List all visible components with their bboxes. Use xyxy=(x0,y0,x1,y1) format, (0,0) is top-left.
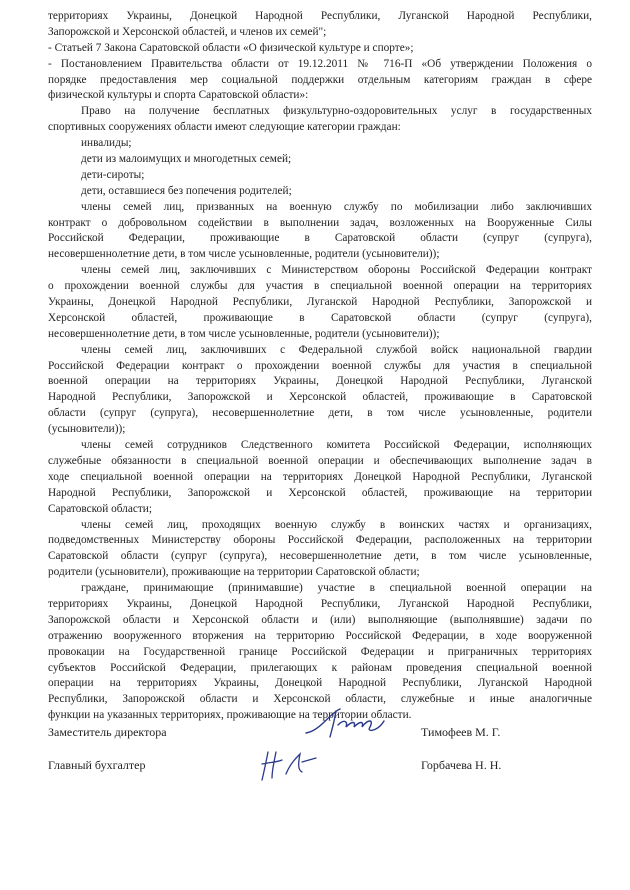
text-line: территориях Украины, Донецкой Народной Республики, Луганской Народной Республики, xyxy=(48,597,592,610)
chief-accountant-name: Горбачева Н. Н. xyxy=(421,758,502,772)
deputy-director-label: Заместитель директора xyxy=(48,725,167,739)
text-line: несовершеннолетние дети, в том числе усыновленные, родители (усыновители)); xyxy=(48,248,440,261)
text-line: Запорожской области и Херсонской области и (или) выполняющие (выполнявшие) задачи по xyxy=(48,613,592,626)
text-line: несовершеннолетние дети, в том числе усыновленные, родители (усыновители)); xyxy=(48,327,440,340)
document-body xyxy=(48,9,592,724)
text-line: провокации на Государственной границе Российской Федерации и приграничных территориях xyxy=(48,645,592,658)
text-line: инвалиды; xyxy=(81,137,132,150)
text-line: Народной Республики, Запорожской и Херсонской областей, проживающие в Саратовской xyxy=(48,391,592,404)
text-line: дети из малоимущих и многодетных семей; xyxy=(81,153,292,166)
text-line: субъектов Российской Федерации, прилегающих к районам проведения специальной военной xyxy=(48,661,592,674)
text-line: физической культуры и спорта Саратовской области»: xyxy=(48,89,309,102)
text-line: члены семей сотрудников Следственного комитета Российской Федерации, исполняющих xyxy=(81,439,592,452)
text-line: Украины, Донецкой Народной Республики, Луганской Народной Республики, Запорожской и xyxy=(48,296,592,309)
text-line: порядке предоставления мер социальной поддержки отдельным категориям граждан в сфере xyxy=(48,73,592,86)
text-line: члены семей лиц, заключивших с Федеральной службой войск национальной гвардии xyxy=(81,343,592,356)
text-line: родители (усыновители), проживающие на территории Саратовской области; xyxy=(48,566,420,579)
text-line: Российской Федерации, проживающие в Саратовской области (супруг (супруга), xyxy=(48,232,592,245)
text-line: функции на указанных территориях, проживающие на территории области. xyxy=(48,709,412,722)
deputy-director-name: Тимофеев М. Г. xyxy=(421,725,501,739)
text-line: дети-сироты; xyxy=(81,168,145,181)
text-line: Запорожской и Херсонской областей, и членов их семей"; xyxy=(48,25,327,38)
text-line: Российской Федерации контракт о прохождении военной службы для участия в специальной xyxy=(48,359,592,372)
text-line: Саратовской области (супруг (супруга), несовершеннолетние дети, в том числе усыновленные, xyxy=(48,550,592,563)
text-line: ходе специальной военной операции на территориях Донецкой Народной Республики, Луганской xyxy=(48,470,592,483)
chief-accountant-label: Главный бухгалтер xyxy=(48,758,146,772)
text-line: Саратовской области; xyxy=(48,502,152,515)
text-line: Народной Республики, Запорожской и Херсонской областей, проживающие на территории xyxy=(48,486,592,499)
text-line: Право на получение бесплатных физкультурно-оздоровительных услуг в государственных xyxy=(81,105,592,118)
text-line: дети, оставшиеся без попечения родителей; xyxy=(81,184,292,197)
text-line: области (супруг (супруга), несовершеннолетние дети, в том числе усыновленные, родители xyxy=(48,407,592,420)
text-line: граждане, принимающие (принимавшие) участие в специальной военной операции на xyxy=(81,582,592,595)
text-line: Херсонской областей, проживающие в Саратовской области (супруг (супруга), xyxy=(48,311,592,324)
text-line: Республики, Запорожской области и Херсонской области, служебные и иные аналогичные xyxy=(48,693,592,706)
text-line: члены семей лиц, заключивших с Министерством обороны Российской Федерации контракт xyxy=(81,264,592,277)
text-line: подведомственных Министерству обороны Российской Федерации, расположенных на территории xyxy=(48,534,592,547)
chief-accountant-signature xyxy=(258,744,328,784)
text-line: - Статьей 7 Закона Саратовской области «О физической культуре и спорте»; xyxy=(48,41,414,54)
text-line: служебные обязанности в специальной военной операции и обеспечивающих выполнение задач в xyxy=(48,454,592,467)
text-line: военной операции на территориях Украины, Донецкой Народной Республики, Луганской xyxy=(48,375,592,388)
text-line: контракт о добровольном содействии в выполнении задач, возложенных на Вооруженные Силы xyxy=(48,216,592,229)
text-line: (усыновители)); xyxy=(48,423,126,436)
text-line: отражению вооруженного вторжения на территорию Российской Федерации, в ходе вооруженной xyxy=(48,629,592,642)
text-line: операции на территориях Украины, Донецкой Народной Республики, Луганской Народной xyxy=(48,677,592,690)
text-line: спортивных сооружениях области имеют следующие категории граждан: xyxy=(48,121,401,134)
text-line: члены семей лиц, проходящих военную службу в воинских частях и организациях, xyxy=(81,518,592,531)
deputy-director-signature xyxy=(300,703,390,743)
text-line: члены семей лиц, призванных на военную службу по мобилизации либо заключивших xyxy=(81,200,592,213)
text-line: территориях Украины, Донецкой Народной Республики, Луганской Народной Республики, xyxy=(48,10,592,22)
text-line: - Постановлением Правительства области от 19.12.2011 № 716-П «Об утверждении Положения о xyxy=(48,57,592,70)
text-line: о прохождении военной службы для участия в специальной военной операции на территориях xyxy=(48,280,592,293)
